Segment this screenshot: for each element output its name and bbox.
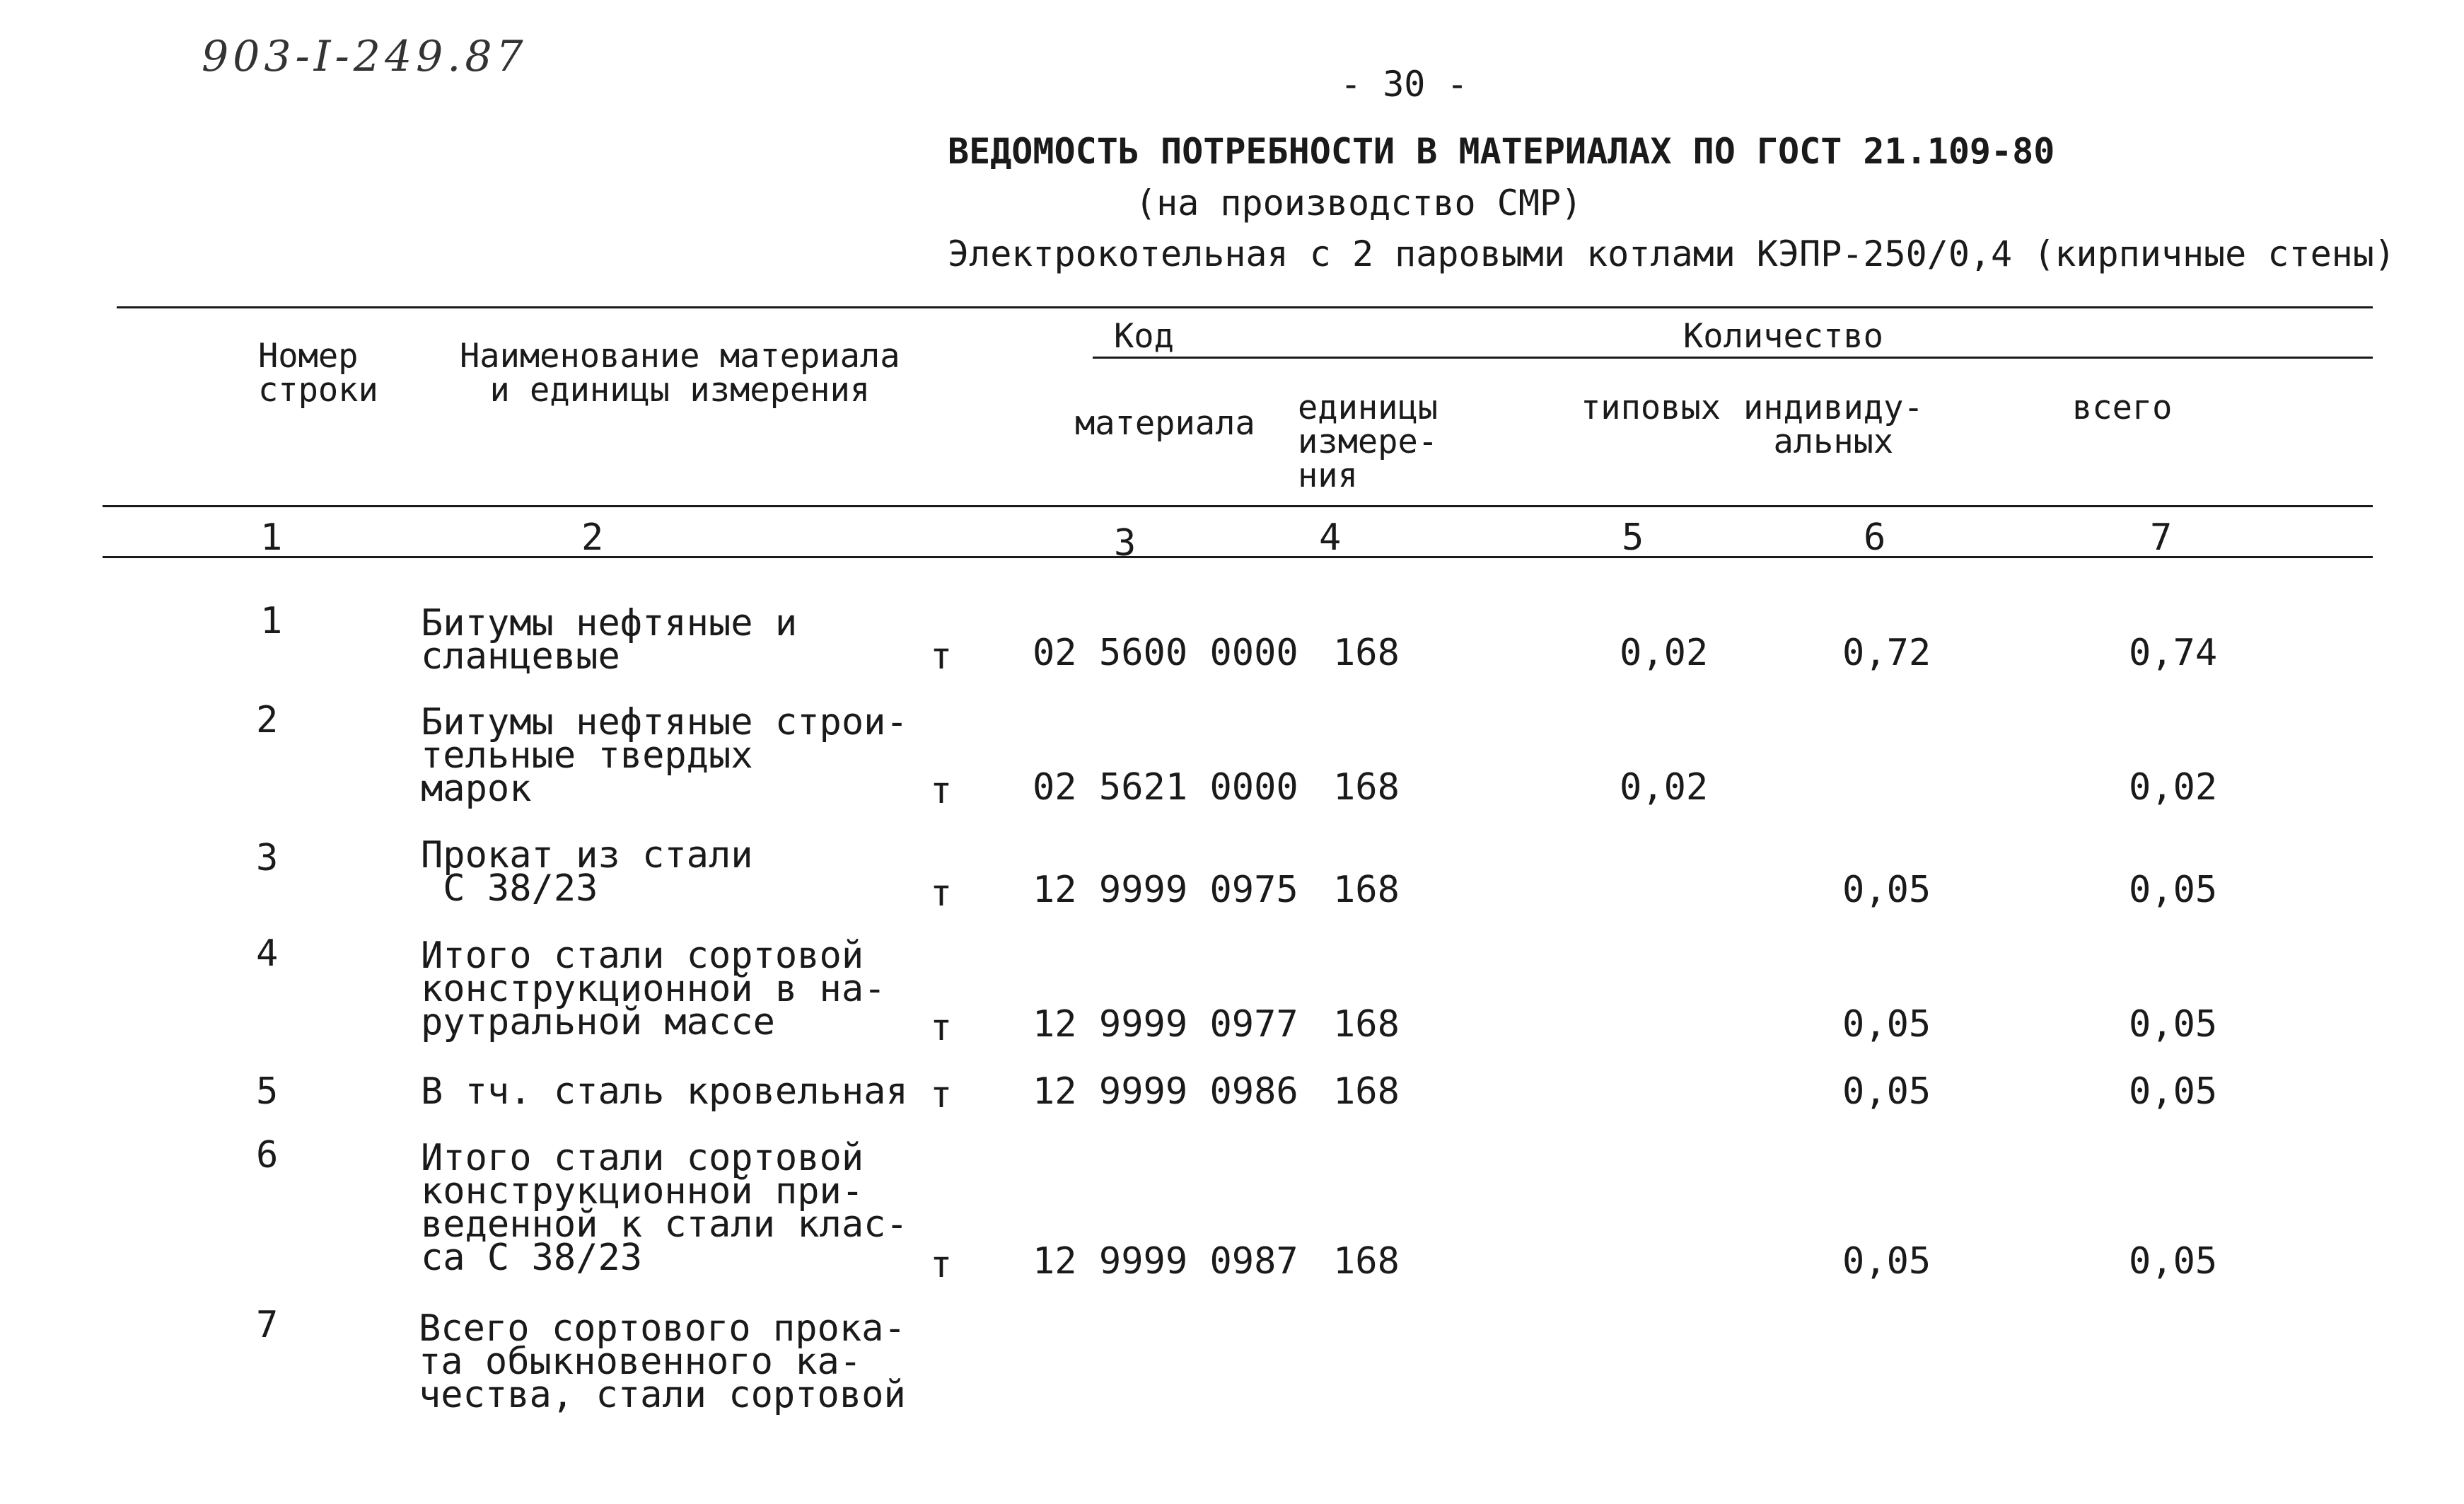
header-typical: типовых [1581, 388, 1721, 427]
column-number-underline [103, 556, 2373, 558]
row-1-code: 02 5600 0000 [1033, 632, 1298, 674]
row-5-code: 12 9999 0986 [1033, 1070, 1298, 1113]
row-5-individual: 0,05 [1842, 1070, 1931, 1113]
row-1-unit: т [930, 635, 953, 678]
row-1-unit-code: 168 [1333, 632, 1400, 674]
row-2-unit: т [930, 770, 953, 812]
row-5-number: 5 [256, 1070, 279, 1113]
column-number-3: 3 [1114, 522, 1137, 565]
header-quantity: Количество [1683, 317, 1883, 356]
row-2-typical: 0,02 [1620, 766, 1709, 809]
row-4-individual: 0,05 [1842, 1003, 1931, 1046]
column-number-6: 6 [1864, 516, 1886, 559]
row-1-individual: 0,72 [1842, 632, 1931, 674]
row-4-total: 0,05 [2129, 1003, 2218, 1046]
document-subtitle: (на производство СМР) [1135, 183, 1583, 224]
row-4-unit: т [930, 1007, 953, 1049]
row-3-unit-code: 168 [1333, 869, 1400, 911]
row-1-name: Битумы нефтяные и сланцевые [421, 602, 798, 678]
row-6-code: 12 9999 0987 [1033, 1240, 1298, 1283]
row-1-total: 0,74 [2129, 632, 2218, 674]
row-3-code: 12 9999 0975 [1033, 869, 1298, 911]
header-total: всего [2072, 388, 2173, 427]
row-5-unit: т [930, 1074, 953, 1116]
row-2-unit-code: 168 [1333, 766, 1400, 809]
row-3-individual: 0,05 [1842, 869, 1931, 911]
row-3-total: 0,05 [2129, 869, 2218, 911]
page-number: - 30 - [1340, 64, 1468, 105]
column-number-7: 7 [2150, 516, 2173, 559]
row-4-name: Итого стали сортовой конструкционной в на- рутральной массе [421, 935, 886, 1043]
row-6-name: Итого стали сортовой конструкционной при- веденной к стали клас- са С 38/23 [421, 1137, 908, 1279]
header-individual: индивиду- альных [1743, 388, 1924, 461]
document-code: 903-I-249.87 [202, 32, 528, 81]
row-7-number: 7 [256, 1304, 279, 1346]
row-1-number: 1 [260, 600, 283, 642]
column-number-5: 5 [1622, 516, 1644, 559]
header-code: Код [1114, 317, 1174, 356]
header-material-name: Наименование материала и единицы измерения [460, 337, 900, 410]
object-name: Электрокотельная с 2 паровыми котлами КЭПР-250/0,4 (кирпичные стены) [948, 233, 2395, 274]
header-row-number: Номер строки [258, 337, 378, 410]
row-6-total: 0,05 [2129, 1240, 2218, 1283]
row-3-name: Прокат из стали С 38/23 [421, 834, 753, 910]
column-number-2: 2 [581, 516, 604, 559]
row-1-typical: 0,02 [1620, 632, 1709, 674]
row-2-code: 02 5621 0000 [1033, 766, 1298, 809]
header-code-material: материала [1075, 404, 1255, 443]
header-bottom-border [103, 505, 2373, 507]
row-5-name: В тч. сталь кровельная [421, 1070, 908, 1113]
row-6-unit: т [930, 1244, 953, 1286]
code-quantity-underline [1093, 357, 2373, 359]
row-3-number: 3 [256, 837, 279, 879]
row-2-total: 0,02 [2129, 766, 2218, 809]
row-2-number: 2 [256, 699, 279, 741]
row-4-unit-code: 168 [1333, 1003, 1400, 1046]
column-number-4: 4 [1319, 516, 1342, 559]
row-4-number: 4 [256, 932, 279, 975]
table-top-border [117, 306, 2373, 308]
row-5-unit-code: 168 [1333, 1070, 1400, 1113]
row-6-unit-code: 168 [1333, 1240, 1400, 1283]
row-6-individual: 0,05 [1842, 1240, 1931, 1283]
row-2-name: Битумы нефтяные строи- тельные твердых марок [421, 701, 908, 810]
header-code-unit: единицы измере- ния [1298, 388, 1439, 495]
row-6-number: 6 [256, 1134, 279, 1176]
row-3-unit: т [930, 872, 953, 915]
row-5-total: 0,05 [2129, 1070, 2218, 1113]
document-title: ВЕДОМОСТЬ ПОТРЕБНОСТИ В МАТЕРИАЛАХ ПО ГОСТ 21.109-80 [948, 131, 2055, 172]
column-number-1: 1 [260, 516, 283, 559]
row-4-code: 12 9999 0977 [1033, 1003, 1298, 1046]
row-7-name: Всего сортового прока- та обыкновенного ка- чества, стали сортовой [419, 1307, 906, 1416]
